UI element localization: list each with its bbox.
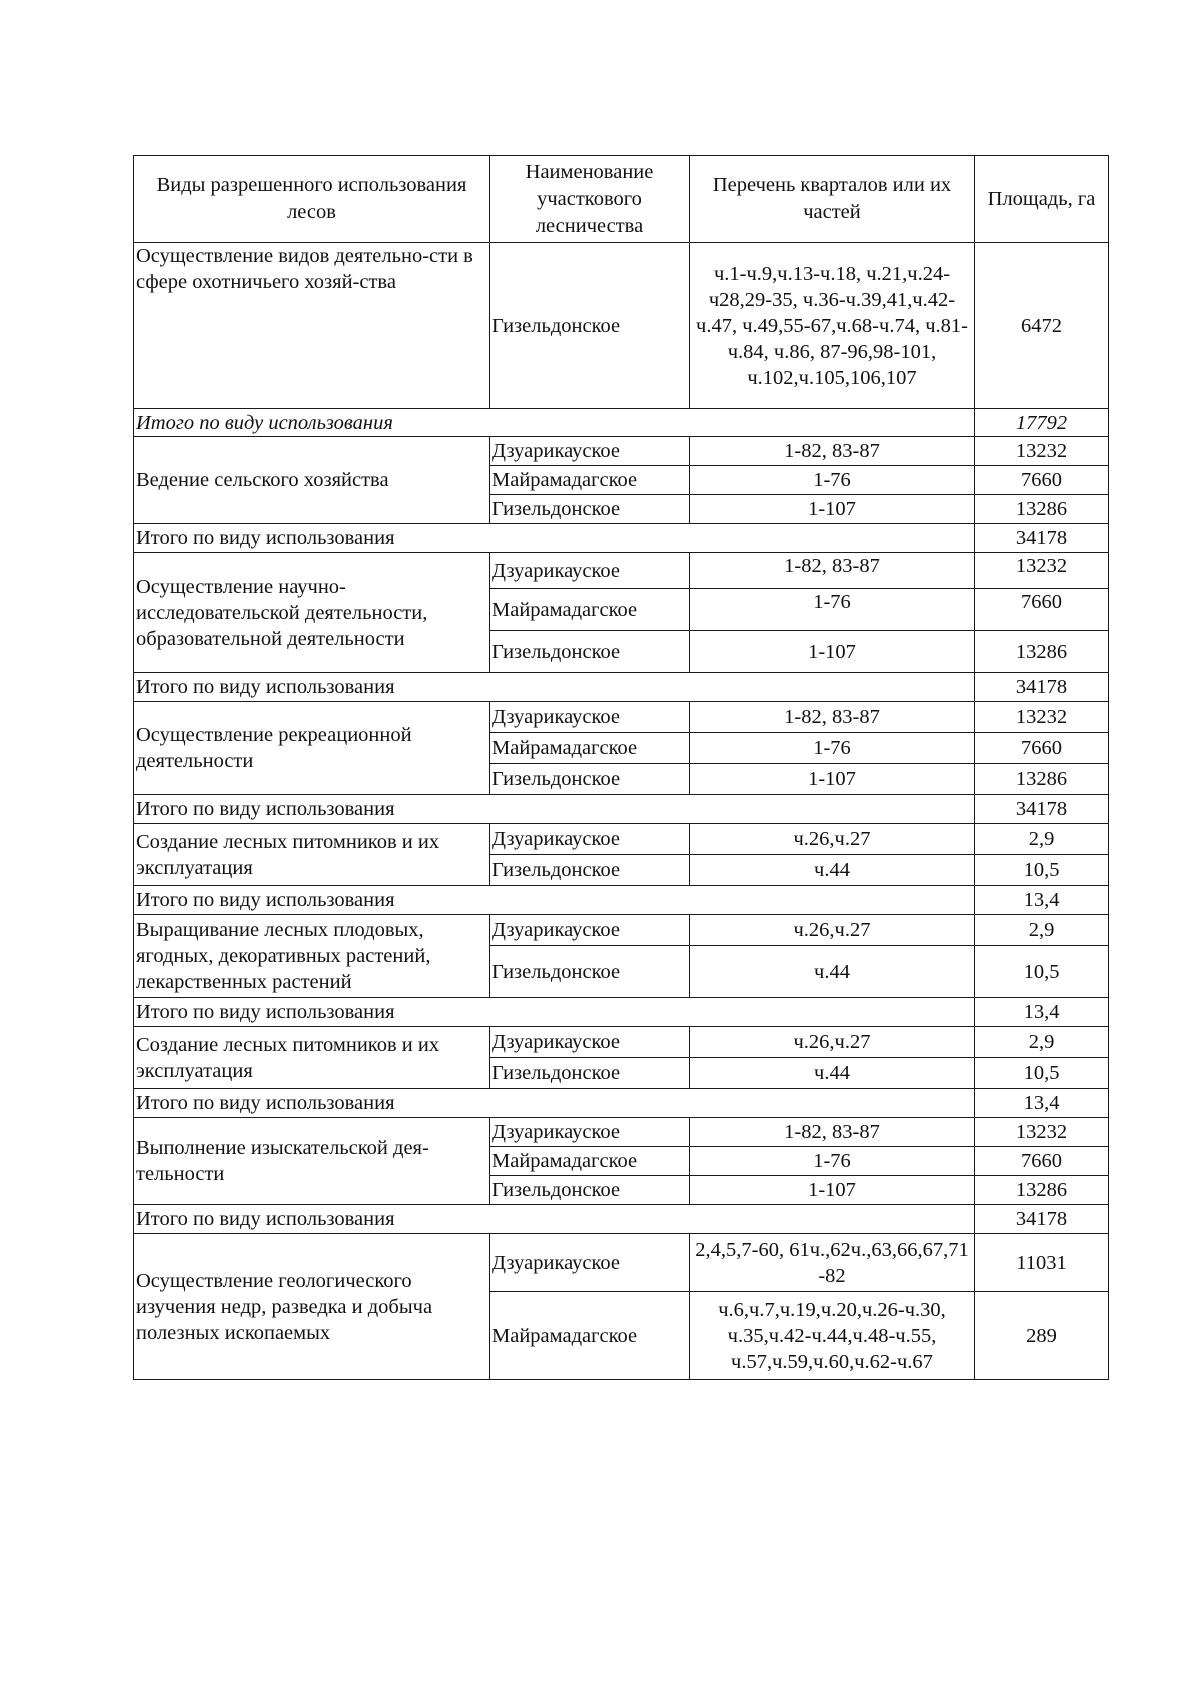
forestry-cell: Гизельдонское	[490, 855, 690, 886]
area-cell: 2,9	[975, 1027, 1109, 1058]
area-cell: 2,9	[975, 824, 1109, 855]
quarters-cell: ч.44	[690, 946, 975, 998]
forestry-cell: Дзуарикауское	[490, 437, 690, 466]
area-cell: 7660	[975, 1147, 1109, 1176]
table-row	[134, 702, 1109, 733]
quarters-cell: 1-107	[690, 764, 975, 795]
quarters-cell: ч.44	[690, 855, 975, 886]
quarters-cell: 1-82, 83-87	[690, 437, 975, 466]
forestry-cell: Гизельдонское	[490, 946, 690, 998]
total-row	[134, 524, 1109, 553]
table-row	[134, 243, 1109, 409]
total-label: Итого по виду использования	[134, 795, 975, 824]
forestry-cell: Гизельдонское	[490, 1058, 690, 1089]
quarters-cell: 1-76	[690, 1147, 975, 1176]
area-cell: 13232	[975, 553, 1109, 589]
area-cell: 7660	[975, 589, 1109, 631]
header-forestry: Наименование участкового лесничества	[490, 156, 690, 243]
quarters-cell: 1-76	[690, 733, 975, 764]
forestry-cell: Гизельдонское	[490, 243, 690, 409]
forestry-cell: Дзуарикауское	[490, 1234, 690, 1292]
quarters-cell: 1-76	[690, 589, 975, 631]
total-label: Итого по виду использования	[134, 998, 975, 1027]
forestry-cell: Гизельдонское	[490, 495, 690, 524]
quarters-cell: ч.1-ч.9,ч.13-ч.18, ч.21,ч.24-ч28,29-35, ч.36-ч.39,41,ч.42-ч.47, ч.49,55-67,ч.68-ч.74, ч.81-ч.84, ч.86, 87-96,98-101, ч.102,ч.105,106,107	[690, 243, 975, 409]
total-area: 13,4	[975, 886, 1109, 915]
area-cell: 10,5	[975, 855, 1109, 886]
forestry-cell: Дзуарикауское	[490, 702, 690, 733]
table-row	[134, 437, 1109, 466]
table-row	[134, 1118, 1109, 1147]
header-kind: Виды разрешенного использования лесов	[134, 156, 490, 243]
quarters-cell: 2,4,5,7-60, 61ч.,62ч.,63,66,67,71 -82	[690, 1234, 975, 1292]
forestry-cell: Гизельдонское	[490, 1176, 690, 1205]
area-cell: 13286	[975, 764, 1109, 795]
area-cell: 6472	[975, 243, 1109, 409]
quarters-cell: ч.26,ч.27	[690, 915, 975, 946]
total-row	[134, 1205, 1109, 1234]
area-cell: 10,5	[975, 946, 1109, 998]
forestry-cell: Майрамадагское	[490, 733, 690, 764]
table-row	[134, 553, 1109, 589]
forestry-cell: Дзуарикауское	[490, 1027, 690, 1058]
table-row	[134, 915, 1109, 946]
table-row	[134, 1027, 1109, 1058]
area-cell: 7660	[975, 466, 1109, 495]
quarters-cell: ч.44	[690, 1058, 975, 1089]
total-label: Итого по виду использования	[134, 1205, 975, 1234]
forestry-cell: Дзуарикауское	[490, 824, 690, 855]
total-area: 17792	[975, 409, 1109, 437]
quarters-cell: ч.26,ч.27	[690, 1027, 975, 1058]
use-kind-cell: Выполнение изыскательской дея-тельности	[134, 1118, 490, 1205]
total-row	[134, 409, 1109, 437]
total-label: Итого по виду использования	[134, 1089, 975, 1118]
quarters-cell: 1-76	[690, 466, 975, 495]
use-kind-cell: Ведение сельского хозяйства	[134, 437, 490, 524]
quarters-cell: ч.26,ч.27	[690, 824, 975, 855]
quarters-cell: 1-107	[690, 631, 975, 673]
use-kind-cell: Создание лесных питомников и их эксплуатация	[134, 824, 490, 886]
forestry-cell: Дзуарикауское	[490, 915, 690, 946]
total-area: 13,4	[975, 998, 1109, 1027]
quarters-cell: ч.6,ч.7,ч.19,ч.20,ч.26-ч.30, ч.35,ч.42-ч.44,ч.48-ч.55, ч.57,ч.59,ч.60,ч.62-ч.67	[690, 1292, 975, 1380]
area-cell: 7660	[975, 733, 1109, 764]
total-label: Итого по виду использования	[134, 524, 975, 553]
forestry-cell: Дзуарикауское	[490, 553, 690, 589]
forest-use-table	[133, 155, 1109, 1380]
forestry-cell: Майрамадагское	[490, 466, 690, 495]
table-header-row	[134, 156, 1109, 243]
quarters-cell: 1-82, 83-87	[690, 1118, 975, 1147]
total-area: 34178	[975, 795, 1109, 824]
use-kind-cell: Выращивание лесных плодовых, ягодных, декоративных растений, лекарственных растений	[134, 915, 490, 998]
forestry-cell: Гизельдонское	[490, 631, 690, 673]
total-row	[134, 998, 1109, 1027]
total-row	[134, 1089, 1109, 1118]
forestry-cell: Гизельдонское	[490, 764, 690, 795]
area-cell: 13286	[975, 631, 1109, 673]
use-kind-cell: Осуществление видов деятельно-сти в сфере охотничьего хозяй-ства	[134, 243, 490, 409]
total-label: Итого по виду использования	[134, 409, 975, 437]
quarters-cell: 1-107	[690, 495, 975, 524]
total-area: 34178	[975, 673, 1109, 702]
area-cell: 13232	[975, 1118, 1109, 1147]
quarters-cell: 1-107	[690, 1176, 975, 1205]
total-area: 13,4	[975, 1089, 1109, 1118]
total-label: Итого по виду использования	[134, 886, 975, 915]
total-area: 34178	[975, 1205, 1109, 1234]
use-kind-cell: Создание лесных питомников и их эксплуатация	[134, 1027, 490, 1089]
table-row	[134, 824, 1109, 855]
total-row	[134, 795, 1109, 824]
use-kind-cell: Осуществление научно-исследовательской деятельности, образовательной деятельности	[134, 553, 490, 673]
table-row	[134, 1234, 1109, 1292]
area-cell: 11031	[975, 1234, 1109, 1292]
area-cell: 13232	[975, 702, 1109, 733]
total-row	[134, 673, 1109, 702]
forestry-cell: Майрамадагское	[490, 1292, 690, 1380]
forestry-cell: Майрамадагское	[490, 589, 690, 631]
header-quarters: Перечень кварталов или их частей	[690, 156, 975, 243]
area-cell: 13286	[975, 495, 1109, 524]
forestry-cell: Дзуарикауское	[490, 1118, 690, 1147]
use-kind-cell: Осуществление геологического изучения недр, разведка и добыча полезных ископаемых	[134, 1234, 490, 1380]
total-row	[134, 886, 1109, 915]
header-area: Площадь, га	[975, 156, 1109, 243]
area-cell: 2,9	[975, 915, 1109, 946]
quarters-cell: 1-82, 83-87	[690, 702, 975, 733]
area-cell: 10,5	[975, 1058, 1109, 1089]
forestry-cell: Майрамадагское	[490, 1147, 690, 1176]
total-label: Итого по виду использования	[134, 673, 975, 702]
area-cell: 13232	[975, 437, 1109, 466]
area-cell: 13286	[975, 1176, 1109, 1205]
total-area: 34178	[975, 524, 1109, 553]
area-cell: 289	[975, 1292, 1109, 1380]
use-kind-cell: Осуществление рекреационной деятельности	[134, 702, 490, 795]
quarters-cell: 1-82, 83-87	[690, 553, 975, 589]
